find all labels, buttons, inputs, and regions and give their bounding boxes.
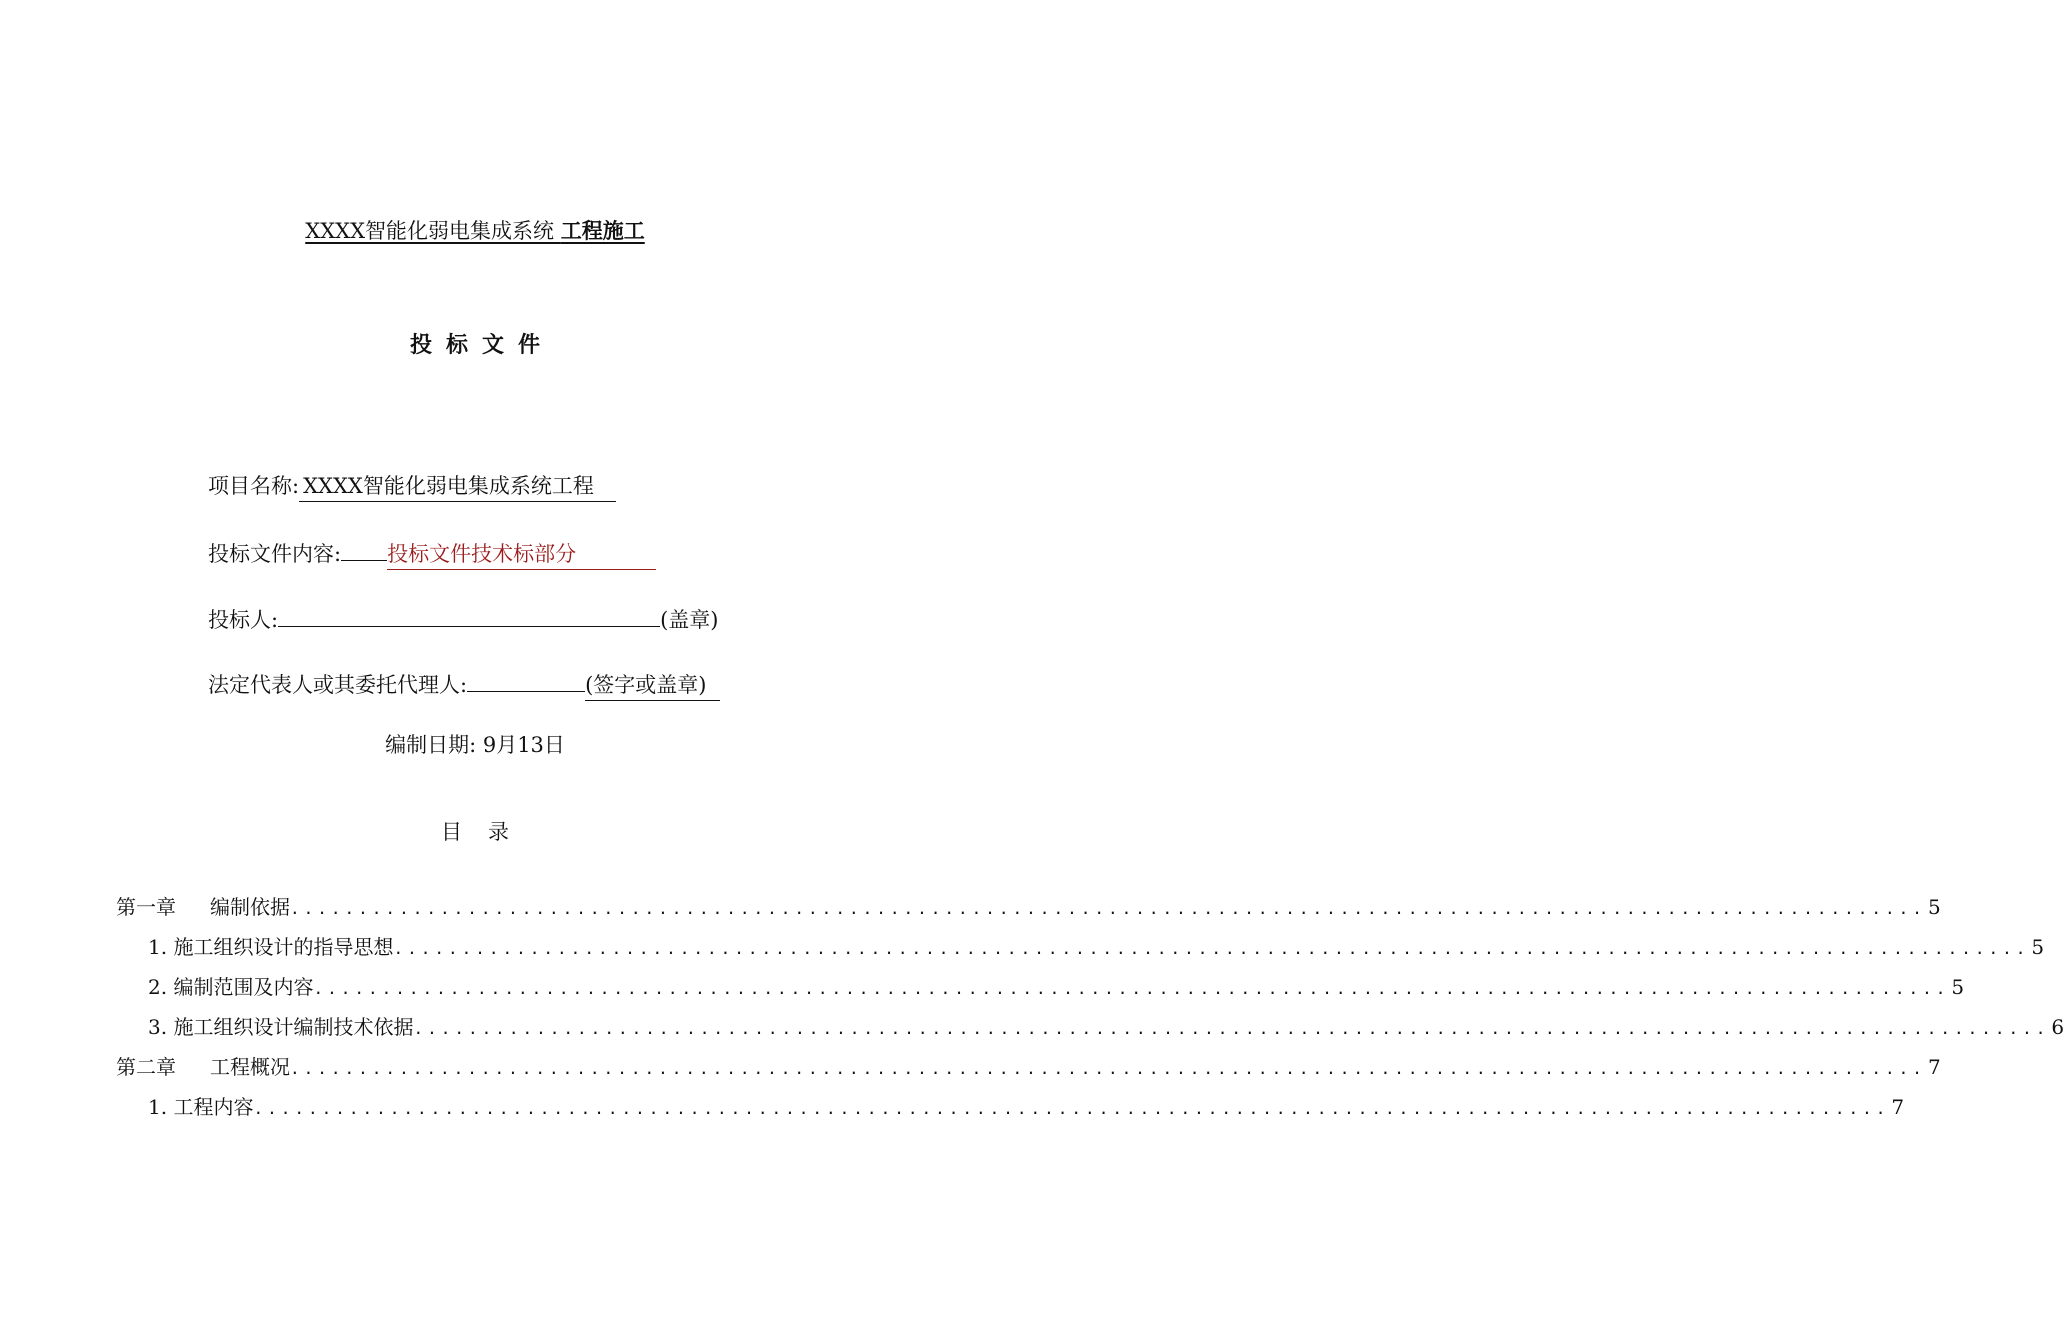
toc-entry[interactable] [116, 1012, 2064, 1052]
toc-leader-dots: ........................................................................................................................ [290, 899, 1926, 918]
bidder-row [208, 601, 718, 635]
project-name-value: XXXX智能化弱电集成系统工程 [299, 471, 616, 502]
document-heading: 投标文件 [409, 332, 554, 358]
toc-entry-label: 1. [148, 935, 168, 959]
toc-entry-title: 工程概况 [210, 1055, 290, 1079]
bidder-blank-line [278, 601, 660, 627]
bid-content-label: 投标文件内容: [208, 542, 342, 566]
toc-entry-label: 1. [148, 1095, 168, 1119]
toc-entry-label: 2. [148, 975, 168, 999]
representative-blank-line [467, 666, 585, 692]
toc-leader-dots: ........................................................................................................................ [413, 1019, 2050, 1038]
toc-entry-page: 5 [2031, 935, 2045, 959]
bid-content-value: 投标文件技术标部分 [387, 539, 656, 570]
bid-content-lead-line [341, 536, 387, 561]
toc-entry-title: 编制范围及内容 [173, 975, 314, 999]
compile-date: 编制日期: 9月13日 [385, 733, 565, 757]
toc-leader-dots: ........................................................................................................................ [393, 939, 2030, 958]
toc-entry-page: 5 [1927, 895, 1941, 919]
bidder-seal-note: (盖章) [660, 608, 719, 632]
representative-label: 法定代表人或其委托代理人: [208, 673, 468, 697]
toc-entry[interactable] [116, 892, 1941, 932]
toc-entry-title: 施工组织设计的指导思想 [173, 935, 394, 959]
toc-heading: 目录 [441, 820, 535, 844]
toc-entry-page: 5 [1951, 975, 1965, 999]
toc-entry-page: 7 [1927, 1055, 1941, 1079]
representative-sign-note: (签字或盖章) [585, 670, 720, 701]
project-name-row [208, 471, 616, 502]
toc-entry-label: 第二章 [116, 1055, 176, 1079]
toc-entry[interactable] [116, 1052, 1941, 1092]
toc-leader-dots: ........................................................................................................................ [253, 1099, 1890, 1118]
project-title-name: XXXX智能化弱电集成系统 [305, 219, 561, 243]
toc-entry[interactable] [116, 932, 2045, 972]
bidder-label: 投标人: [208, 608, 279, 632]
toc-leader-dots: ........................................................................................................................ [290, 1059, 1926, 1078]
bid-content-row [208, 536, 656, 570]
project-title [0, 216, 950, 246]
toc-entry-label: 3. [148, 1015, 168, 1039]
toc-leader-dots: ........................................................................................................................ [313, 979, 1950, 998]
toc-entry-title: 施工组织设计编制技术依据 [173, 1015, 414, 1039]
table-of-contents [116, 892, 2064, 1132]
toc-entry-page: 6 [2051, 1015, 2064, 1039]
toc-entry-label: 第一章 [116, 895, 176, 919]
project-name-label: 项目名称: [208, 474, 300, 498]
representative-row [208, 666, 720, 701]
project-title-suffix: 工程施工 [560, 218, 645, 243]
toc-entry[interactable] [116, 972, 1965, 1012]
toc-entry[interactable] [116, 1092, 1905, 1132]
toc-entry-page: 7 [1891, 1095, 1905, 1119]
toc-entry-title: 编制依据 [210, 895, 290, 919]
toc-entry-title: 工程内容 [173, 1095, 254, 1119]
